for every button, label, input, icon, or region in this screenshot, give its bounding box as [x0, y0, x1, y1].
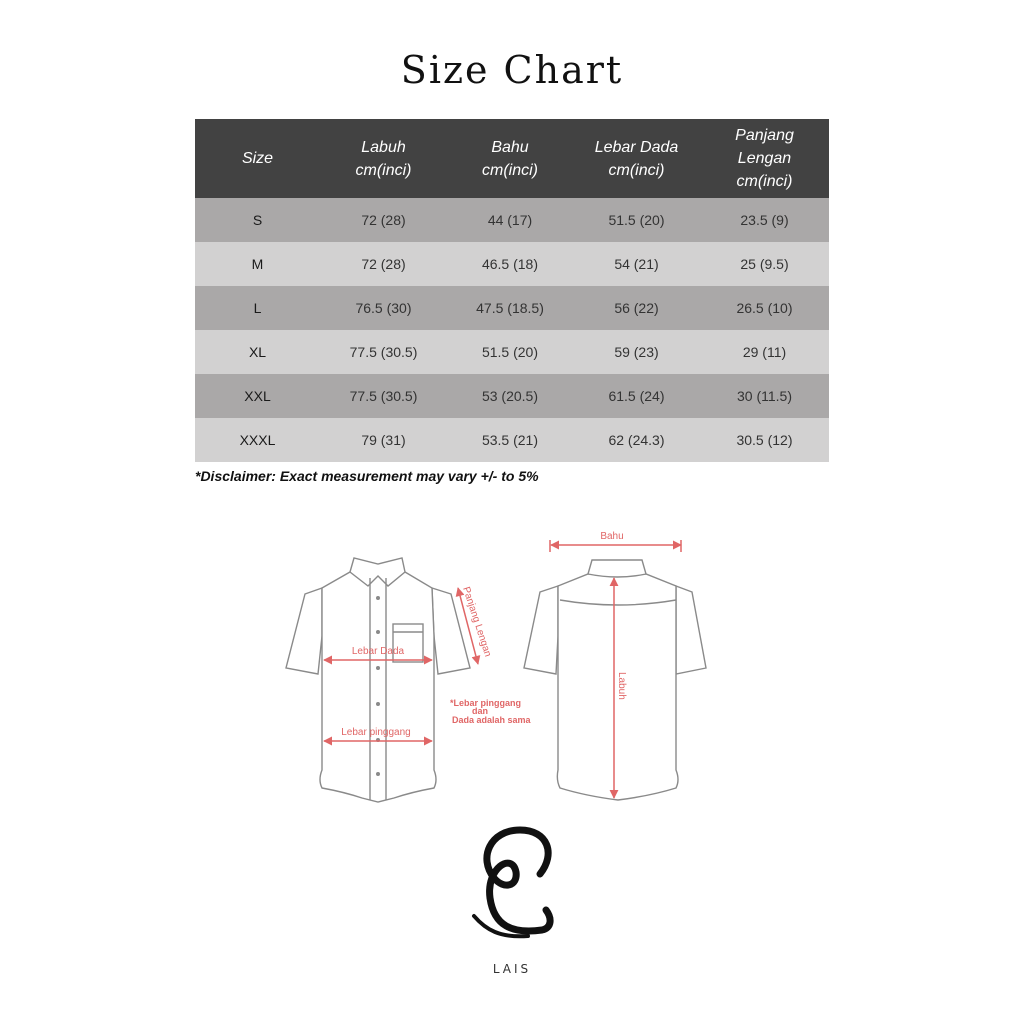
header-text: Size: [241, 150, 274, 167]
back-right-sleeve: [676, 586, 706, 674]
measurement-cell: 53 (20.5): [447, 374, 573, 418]
header-text: cm(inci): [355, 161, 412, 179]
measurement-cell: 62 (24.3): [573, 418, 700, 462]
measurement-cell: 51.5 (20): [447, 330, 573, 374]
header-text: cm(inci): [736, 173, 793, 190]
waist-width-label: Lebar pinggang: [341, 727, 411, 738]
measurement-cell: 59 (23): [573, 330, 700, 374]
size-cell: S: [195, 198, 320, 242]
back-left-sleeve: [524, 586, 558, 674]
measurement-cell: 46.5 (18): [447, 242, 573, 286]
measurement-cell: 25 (9.5): [700, 242, 829, 286]
measurement-cell: 30.5 (12): [700, 418, 829, 462]
header-text: Lengan: [737, 150, 792, 167]
measurement-cell: 26.5 (10): [700, 286, 829, 330]
header-text: Panjang: [735, 127, 794, 144]
measurement-cell: 77.5 (30.5): [320, 374, 447, 418]
measurement-cell: 56 (22): [573, 286, 700, 330]
header-text: cm(inci): [608, 161, 665, 179]
measurement-cell: 54 (21): [573, 242, 700, 286]
measurement-cell: 47.5 (18.5): [447, 286, 573, 330]
front-shirt-illustration: [286, 558, 470, 802]
size-cell: L: [195, 286, 320, 330]
size-cell: M: [195, 242, 320, 286]
measurement-cell: 79 (31): [320, 418, 447, 462]
sleeve-length-label: Panjang Lengan: [460, 585, 494, 659]
measurement-cell: 51.5 (20): [573, 198, 700, 242]
body-length-label: Labuh: [616, 672, 627, 700]
measurement-cell: 76.5 (30): [320, 286, 447, 330]
front-body: [320, 572, 436, 802]
back-collar: [588, 560, 646, 577]
script-l-logo-icon: [474, 830, 550, 936]
measurement-cell: 77.5 (30.5): [320, 330, 447, 374]
header-text: Bahu: [491, 138, 529, 156]
measurement-cell: 29 (11): [700, 330, 829, 374]
header-text: Lebar Dada: [594, 138, 679, 156]
note-line-2: dan: [472, 706, 489, 716]
front-left-sleeve: [286, 588, 322, 674]
size-cell: XXXL: [195, 418, 320, 462]
brand-name: LAIS: [492, 962, 532, 976]
measurement-cell: 30 (11.5): [700, 374, 829, 418]
measurement-cell: 72 (28): [320, 242, 447, 286]
disclaimer-text: *Disclaimer: Exact measurement may vary +/- to 5%: [195, 468, 539, 484]
measurement-cell: 72 (28): [320, 198, 447, 242]
measurement-cell: 44 (17): [447, 198, 573, 242]
measurement-cell: 61.5 (24): [573, 374, 700, 418]
chest-width-label: Lebar Dada: [351, 646, 405, 657]
shoulder-width-label: Bahu: [600, 531, 624, 542]
note-line-1: *Lebar pinggang: [450, 698, 522, 708]
back-shirt-illustration: [524, 560, 706, 800]
measurement-cell: 53.5 (21): [447, 418, 573, 462]
header-text: cm(inci): [482, 161, 538, 179]
size-cell: XL: [195, 330, 320, 374]
measurement-cell: 23.5 (9): [700, 198, 829, 242]
page-title: Size Chart: [400, 48, 624, 92]
header-text: Labuh: [361, 138, 406, 156]
note-line-3: Dada adalah sama: [452, 715, 531, 725]
size-cell: XXL: [195, 374, 320, 418]
